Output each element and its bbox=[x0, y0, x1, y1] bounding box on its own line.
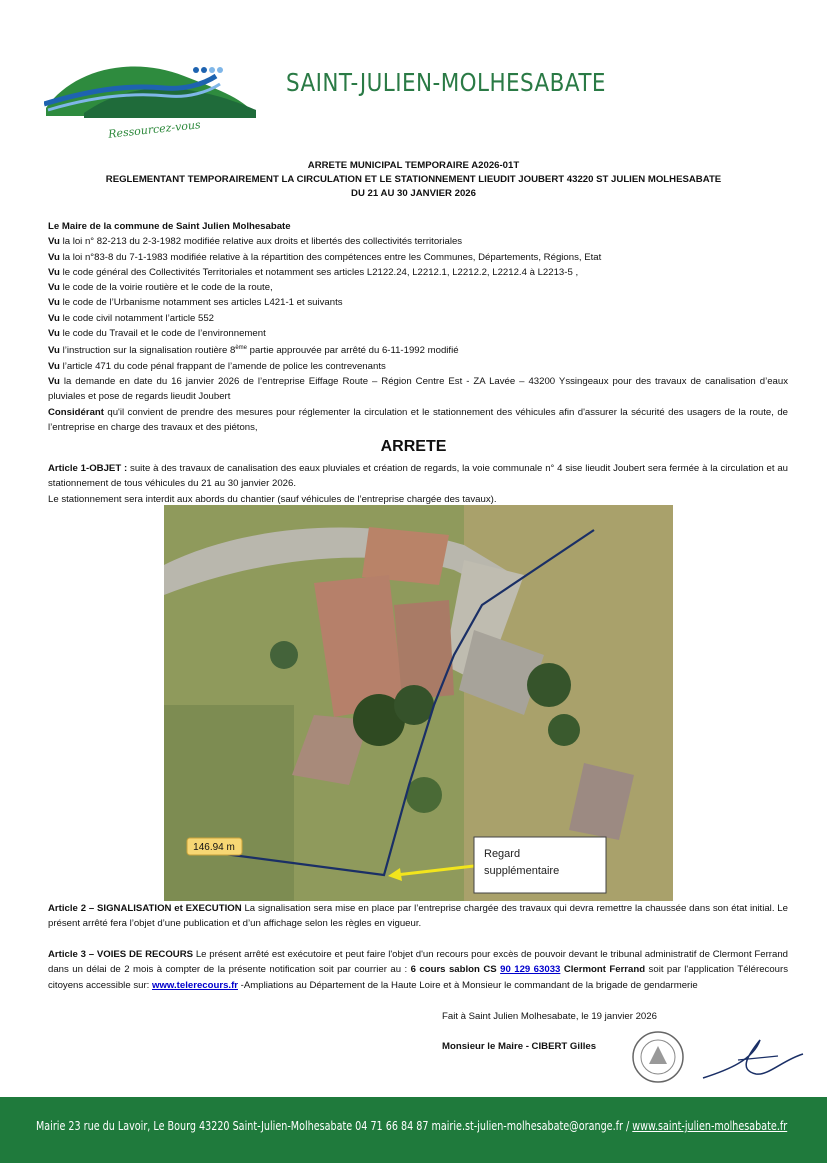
vu-line: Vu le code général des Collectivités Territoriales et notamment ses articles L2122.24, L2212.1, L2212.2, L2212.4 à L2213-5 , bbox=[48, 266, 579, 278]
article-1-parking: Le stationnement sera interdit aux abords du chantier (sauf véhicules de l’entreprise chargée des tavaux). bbox=[48, 493, 497, 505]
article-1: Article 1-OBJET : suite à des travaux de canalisation des eaux pluviales et création de regards, la voie communale n° 4 sise lieudit Joubert sera fermée à la circulation et au stationnement de tous véhicules du 21 au 30 janvier 2026. Le stationnement sera interdit aux abords du chantier (sauf véhicules de l’entreprise chargée des tavaux). bbox=[48, 461, 788, 507]
vu-line: Vu la loi n° 82-213 du 2-3-1982 modifiée relative aux droits et libertés des collectivités territoriales bbox=[48, 236, 463, 248]
article-3: Article 3 – VOIES DE RECOURS Le présent arrêté est exécutoire et peut faire l'objet d'un recours pour excès de pouvoir devant le tribunal administratif de Clermont Ferrand dans un délai de 2 mois à compter de la présente notification soit par courrier au : 6 cours sablon CS 90 129 63033 Clermont Ferrand soit par l'application Télérecours citoyens accessible sur: www.telerecours.fr -Ampliations au Département de la Haute Loire et à Monsieur le commandant de la brigade de gendarmerie bbox=[48, 949, 789, 991]
preamble bbox=[48, 219, 788, 435]
town-logo bbox=[44, 58, 258, 158]
town-name: SAINT-JULIEN-MOLHESABATE bbox=[286, 68, 606, 97]
signer-name: Monsieur le Maire - CIBERT Gilles bbox=[442, 1041, 597, 1052]
website-link[interactable]: www.saint-julien-molhesabate.fr bbox=[632, 1119, 788, 1133]
telerecours-link[interactable]: www.telerecours.fr bbox=[151, 979, 238, 991]
callout-line-2: supplémentaire bbox=[484, 865, 560, 877]
footer-contact: Mairie 23 rue du Lavoir, Le Bourg 43220 Saint-Julien-Molhesabate 04 71 66 84 87 mairie.st-julien-molhesabate@orange.fr / www.saint-julien-molhesabate.fr bbox=[36, 1119, 788, 1133]
mayor-line: Le Maire de la commune de Saint Julien Molhesabate bbox=[48, 221, 291, 232]
considerant-line: Considérant qu'il convient de prendre des mesures pour réglementer la circulation et le stationnement des véhicules afin d'assurer la sécurité des usagers de la route, de l’entreprise en charge des travaux et des piétons, bbox=[48, 406, 788, 434]
slogan: Ressourcez-vous bbox=[107, 118, 202, 141]
article-1-heading: Article 1-OBJET : bbox=[48, 463, 128, 474]
callout-line-1: Regard bbox=[484, 848, 521, 860]
distance-label: 146.94 m bbox=[193, 842, 235, 853]
vu-line: Vu l’article 471 du code pénal frappant de l’amende de police les contrevenants bbox=[48, 360, 386, 372]
postal-code-link[interactable]: 90 129 63033 bbox=[500, 964, 561, 976]
vu-line: Vu l’instruction sur la signalisation routière 8ème partie approuvée par arrêté du 6-11-1992 modifié bbox=[48, 345, 459, 357]
vu-line: Vu le code de la voirie routière et le code de la route, bbox=[48, 282, 273, 294]
place-date: Fait à Saint Julien Molhesabate, le 19 janvier 2026 bbox=[442, 1011, 657, 1022]
article-3-heading: Article 3 – VOIES DE RECOURS bbox=[48, 949, 194, 960]
vu-line: Vu le code de l’Urbanisme notamment ses articles L421-1 et suivants bbox=[48, 297, 343, 309]
vu-line: Vu le code civil notamment l’article 552 bbox=[48, 312, 215, 324]
decree-subject: REGLEMENTANT TEMPORAIREMENT LA CIRCULATION ET LE STATIONNEMENT LIEUDIT JOUBERT 43220 ST JULIEN MOLHESABATE bbox=[105, 174, 722, 185]
decree-dates: DU 21 AU 30 JANVIER 2026 bbox=[351, 188, 476, 199]
arrete-heading: ARRETE bbox=[380, 438, 447, 455]
article-2: Article 2 – SIGNALISATION et EXECUTION La signalisation sera mise en place par l’entreprise chargée des travaux qui devra remettre la chaussée dans son état initial. Le présent arrêté fera l’objet d’une publication et d’un affichage selon les règles en vigueur. bbox=[48, 903, 788, 930]
vu-line: Vu la demande en date du 16 janvier 2026 de l’entreprise Eiffage Route – Région Centre Est - ZA Lavée – 43200 Yssingeaux pour des travaux de canalisation d’eaux pluviales et pose de regards lieudit Joubert bbox=[48, 376, 788, 403]
vu-line: Vu la loi n°83-8 du 7-1-1983 modifiée relative à la répartition des compétences entre les Communes, Départements, Régions, Etat bbox=[48, 251, 602, 263]
decree-number: ARRETE MUNICIPAL TEMPORAIRE A2026-01T bbox=[307, 160, 520, 171]
vu-line: Vu le code du Travail et le code de l’environnement bbox=[48, 328, 266, 340]
official-seal bbox=[631, 1030, 685, 1084]
article-2-heading: Article 2 – SIGNALISATION et EXECUTION bbox=[48, 903, 242, 914]
aerial-site-map bbox=[164, 505, 673, 901]
handwritten-signature bbox=[698, 1030, 808, 1086]
footer-bar bbox=[0, 1097, 827, 1163]
